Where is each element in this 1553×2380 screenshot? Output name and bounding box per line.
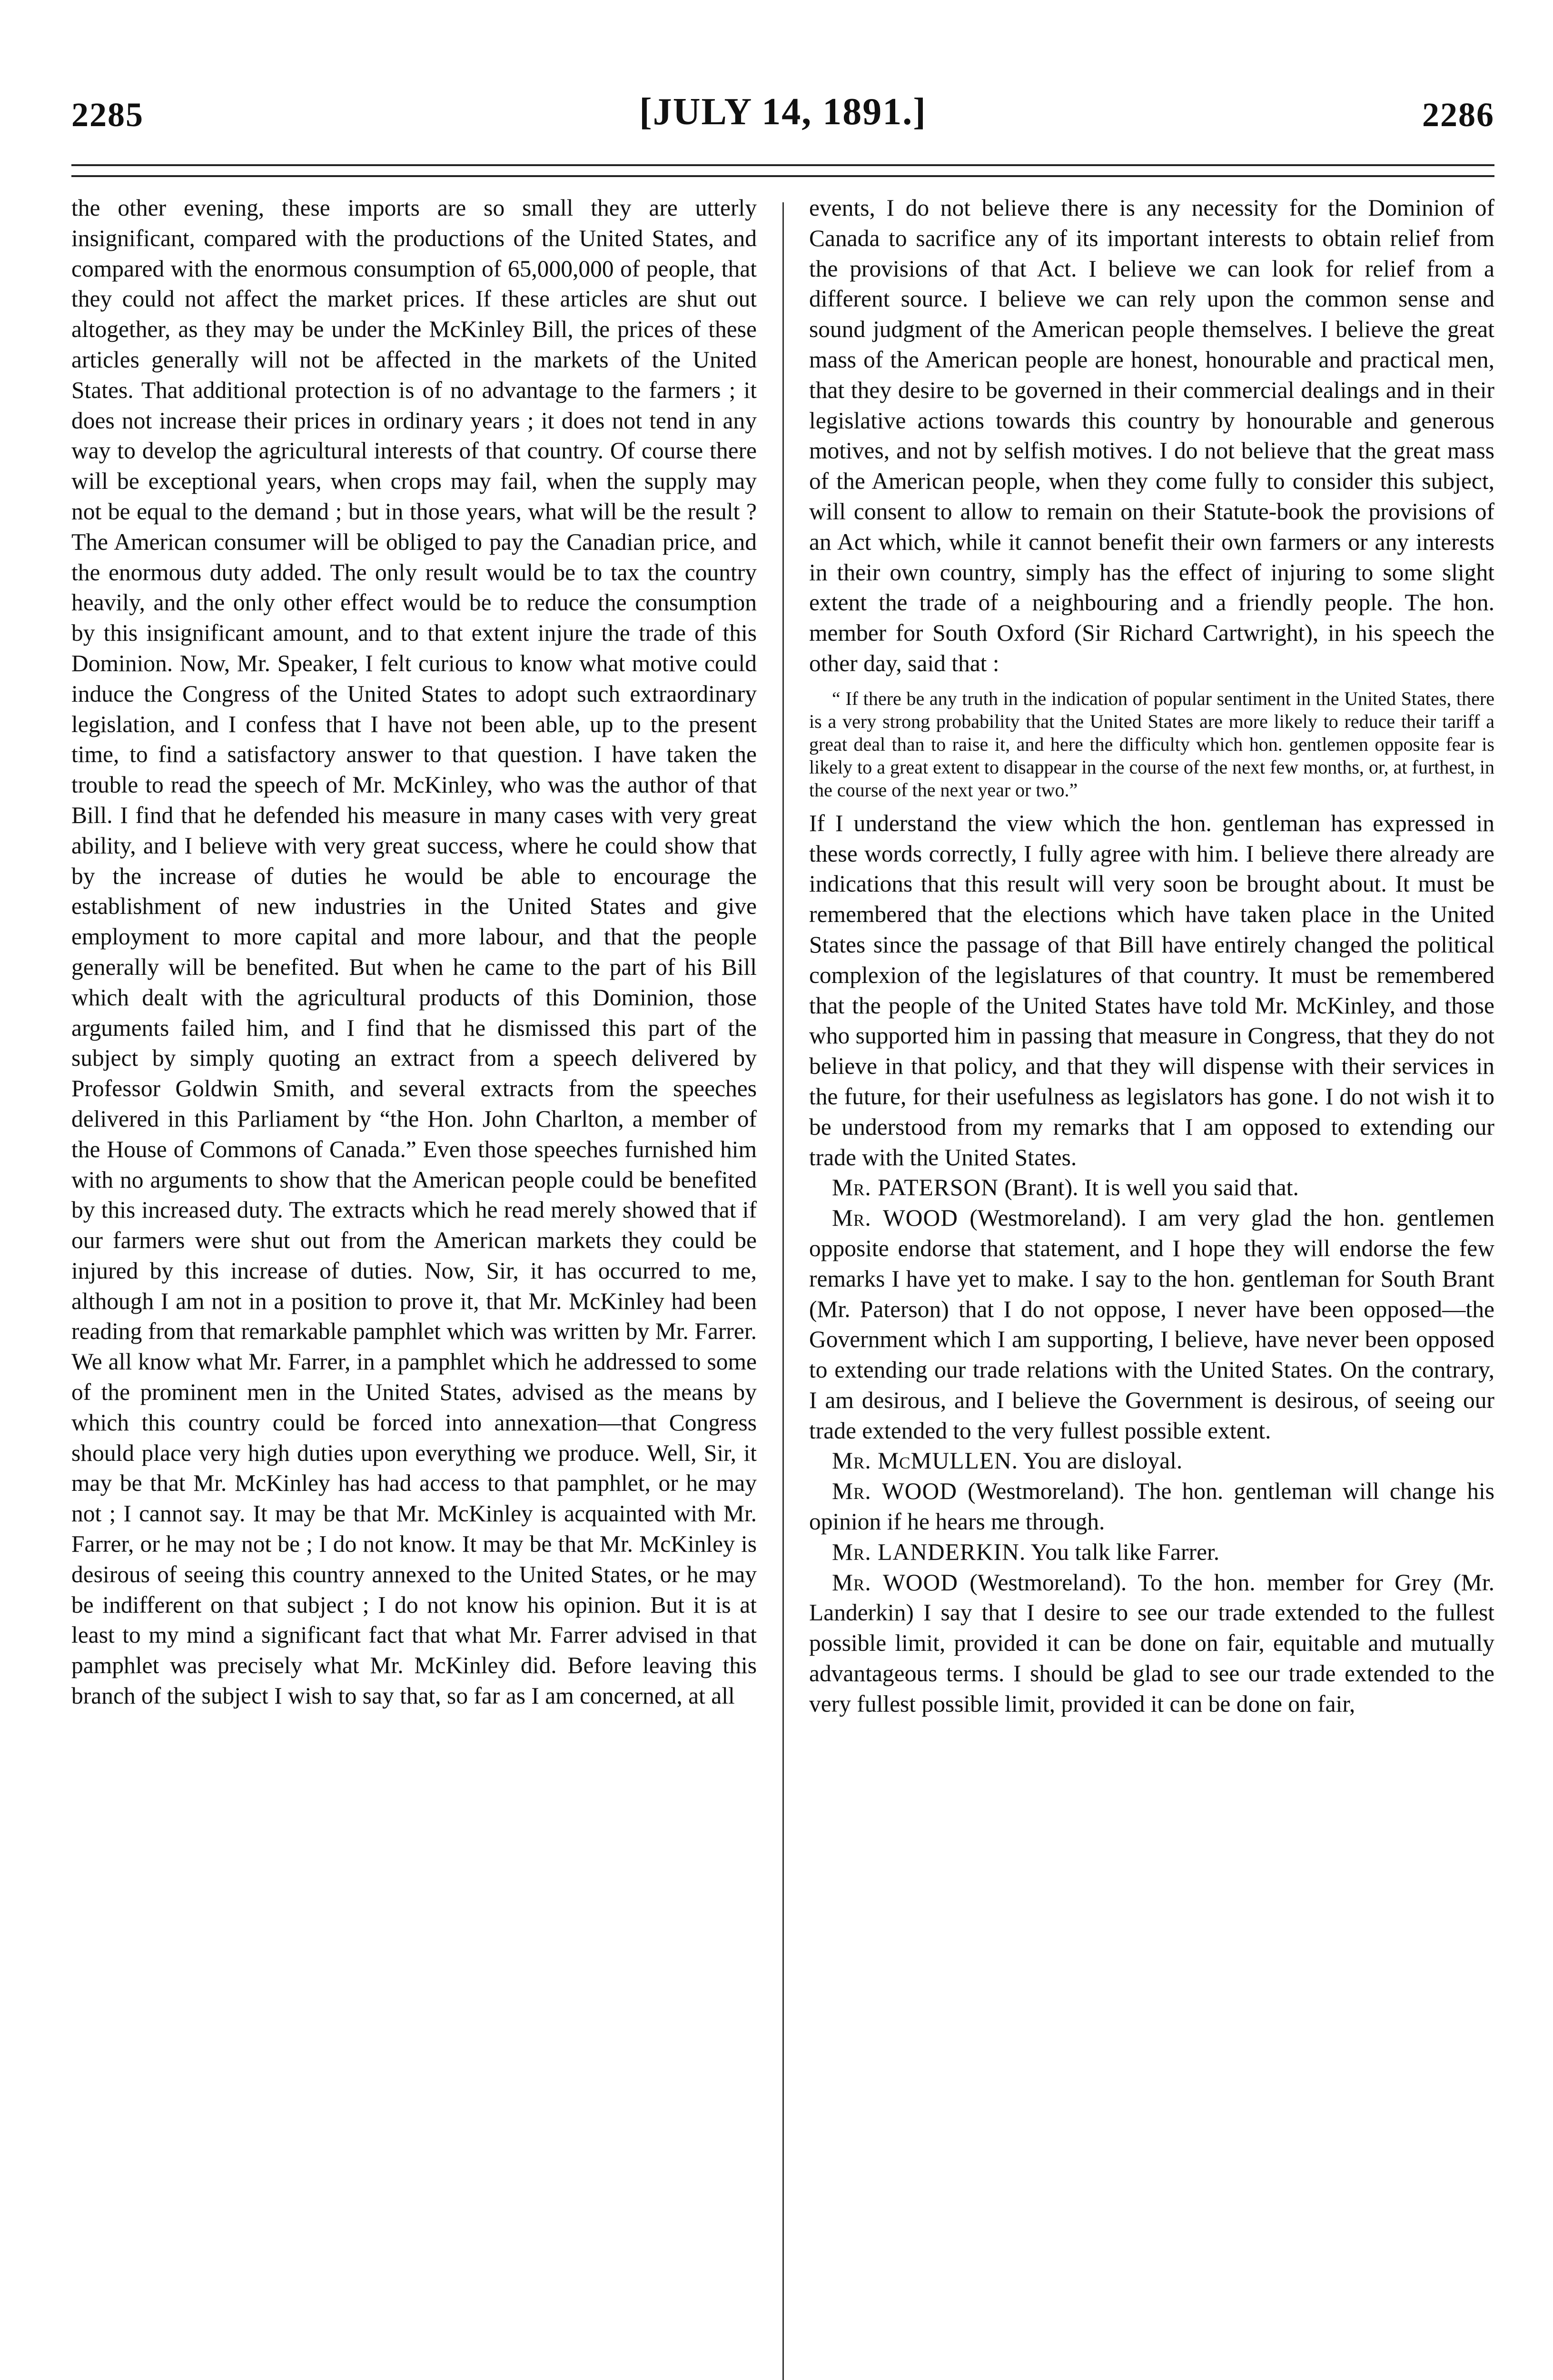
speech-paterson (809, 1172, 1494, 1203)
page-number-left: 2285 (71, 96, 144, 134)
speech-wood-1 (809, 1203, 1494, 1446)
speaker-name: Mr. PATERSON (832, 1174, 999, 1201)
speech-text: The hon. gentleman will change his opinion if he hears me through. (809, 1478, 1495, 1535)
speech-text: It is well you said that. (1084, 1174, 1299, 1201)
speaker-riding: (Westmoreland). (969, 1569, 1127, 1596)
speech-text: I am very glad the hon. gentlemen opposite endorse that statement, and I hope they will endorse the few remarks I have yet to make. I say to the hon. gentleman for South Brant (Mr. Paterson) that I do not oppose, I never have been opposed—the Government which I am supporting, I believe, have never been opposed to extending our trade relations with the United States. On the contrary, I am desirous, and I believe the Government is desirous, of seeing our trade extended to the very fullest possible extent. (809, 1205, 1495, 1444)
column-divider (782, 202, 784, 2380)
speaker-name: Mr. WOOD (832, 1569, 959, 1596)
header-date: [JULY 14, 1891.] (639, 91, 927, 133)
speech-wood-3 (809, 1567, 1494, 1719)
speech-wood-2 (809, 1476, 1494, 1537)
speech-mcmullen (809, 1446, 1494, 1476)
header-rule-bottom (71, 175, 1494, 177)
hansard-page (71, 90, 1494, 2380)
left-column (71, 193, 757, 2380)
page-number-right: 2286 (1422, 96, 1494, 134)
speaker-name: Mr. LANDERKIN. (832, 1538, 1026, 1565)
speaker-riding: (Westmoreland). (969, 1205, 1127, 1231)
speech-landerkin (809, 1537, 1494, 1567)
right-column-paragraph-1: events, I do not believe there is any necessity for the Dominion of Canada to sacrifice any of its important interests to obtain relief from the provisions of that Act. I believe we can look for relief from a different source. I believe we can rely upon the common sense and sound judgment of the American people themselves. I believe the great mass of the American people are honest, honourable and practical men, that they desire to be governed in their commercial dealings and in their legislative actions towards this country by honourable and generous motives, and not by selfish motives. I do not believe that the great mass of the American people, when they come fully to consider this subject, will consent to allow to remain on their Statute-book the provisions of an Act which, while it cannot benefit their own farmers or any interests in their own country, simply has the effect of injuring to some slight extent the trade of a neighbouring and a friendly people. The hon. member for South Oxford (Sir Richard Cartwright), in his speech the other day, said that : (809, 195, 1494, 676)
speaker-name: Mr. WOOD (832, 1205, 958, 1231)
header-rule-top (71, 164, 1494, 166)
speech-text: To the hon. member for Grey (Mr. Landerkin) I say that I desire to see our trade extended to the fullest possible limit, provided it can be done on fair, equitable and mutually advantageous terms. I should be glad to see our trade extended to the very fullest possible limit, provided it can be done on fair, (809, 1569, 1495, 1717)
speaker-riding: (Brant). (1004, 1174, 1078, 1201)
page-header (71, 90, 1494, 148)
text-columns (71, 193, 1494, 2380)
quoted-passage: “ If there be any truth in the indication of popular sentiment in the United States, there is a very strong probability that the United States are more likely to reduce their tariff a great deal than to raise it, and here the difficulty which hon. gentlemen opposite fear is likely to a great extent to disappear in the course of the next few months, or, at furthest, in the course of the next year or two.” (809, 687, 1494, 801)
speaker-name: Mr. McMULLEN. (832, 1448, 1019, 1474)
left-column-paragraph: the other evening, these imports are so small they are utterly insignificant, compared with the productions of the United States, and compared with the enormous consumption of 65,000,000 of people, that they could not affect the market prices. If these articles are shut out altogether, as they may be under the McKinley Bill, the prices of these articles generally will not be affected in the markets of the United States. That additional protection is of no advantage to the farmers ; it does not increase their prices in ordinary years ; it does not tend in any way to develop the agricultural interests of that country. Of course there will be exceptional years, when crops may fail, when the supply may not be equal to the demand ; but in those years, what will be the result ? The American consumer will be obliged to pay the Canadian price, and the enormous duty added. The only result would be to tax the country heavily, and the only other effect would be to reduce the consumption by this insignificant amount, and to that extent injure the trade of this Dominion. Now, Mr. Speaker, I felt curious to know what motive could induce the Congress of the United States to adopt such extraordinary legislation, and I confess that I have not been able, up to the present time, to find a satisfactory answer to that question. I have taken the trouble to read the speech of Mr. McKinley, who was the author of that Bill. I find that he defended his measure in many cases with very great ability, and I believe with very great success, where he could show that by the increase of duties he would be able to encourage the establishment of new industries in the United States and give employment to more capital and more labour, and that the people generally will be benefited. But when he came to the part of his Bill which dealt with the agricultural products of this Dominion, those arguments failed him, and I find that he dismissed this part of the subject by simply quoting an extract from a speech delivered by Professor Goldwin Smith, and several extracts from the speeches delivered in this Parliament by “the Hon. John Charlton, a member of the House of Commons of Canada.” Even those speeches furnished him with no arguments to show that the American people could be benefited by this increased duty. The extracts which he read merely showed that if our farmers were shut out from the American markets they could be injured by this increase of duties. Now, Sir, it has occurred to me, although I am not in a position to prove it, that Mr. McKinley had been reading from that remarkable pamphlet which was written by Mr. Farrer. We all know what Mr. Farrer, in a pamphlet which he addressed to some of the prominent men in the United States, advised as the means by which this country could be forced into annexation—that Congress should place very high duties upon everything we produce. Well, Sir, it may be that Mr. McKinley has had access to that pamphlet, or he may not ; I cannot say. It may be that Mr. McKinley is acquainted with Mr. Farrer, or he may not be ; I do not know. It may be that Mr. McKinley is desirous of seeing this country annexed to the United States, or he may be indifferent on that subject ; I do not know his opinion. But it is at least to my mind a significant fact that what Mr. Farrer advised in that pamphlet was precisely what Mr. McKinley did. Before leaving this branch of the subject I wish to say that, so far as I am concerned, at all (71, 195, 757, 1709)
speech-text: You talk like Farrer. (1030, 1538, 1220, 1565)
speech-text: You are disloyal. (1023, 1448, 1183, 1474)
right-column-paragraph-2: If I understand the view which the hon. gentleman has expressed in these words correctly, I fully agree with him. I believe there already are indications that this result will very soon be brought about. It must be remembered that the elections which have taken place in the United States since the passage of that Bill have entirely changed the political complexion of the legislatures of that country. It must be remembered that the people of the United States have told Mr. McKinley, and those who supported him in passing that measure in Congress, that they do not believe in that policy, and that they will dispense with their services in the future, for their usefulness as legislators has gone. I do not wish it to be understood from my remarks that I am opposed to extending our trade with the United States. (809, 810, 1494, 1170)
speaker-riding: (Westmoreland). (968, 1478, 1125, 1505)
right-column (809, 193, 1494, 2380)
speaker-name: Mr. WOOD (832, 1478, 957, 1505)
